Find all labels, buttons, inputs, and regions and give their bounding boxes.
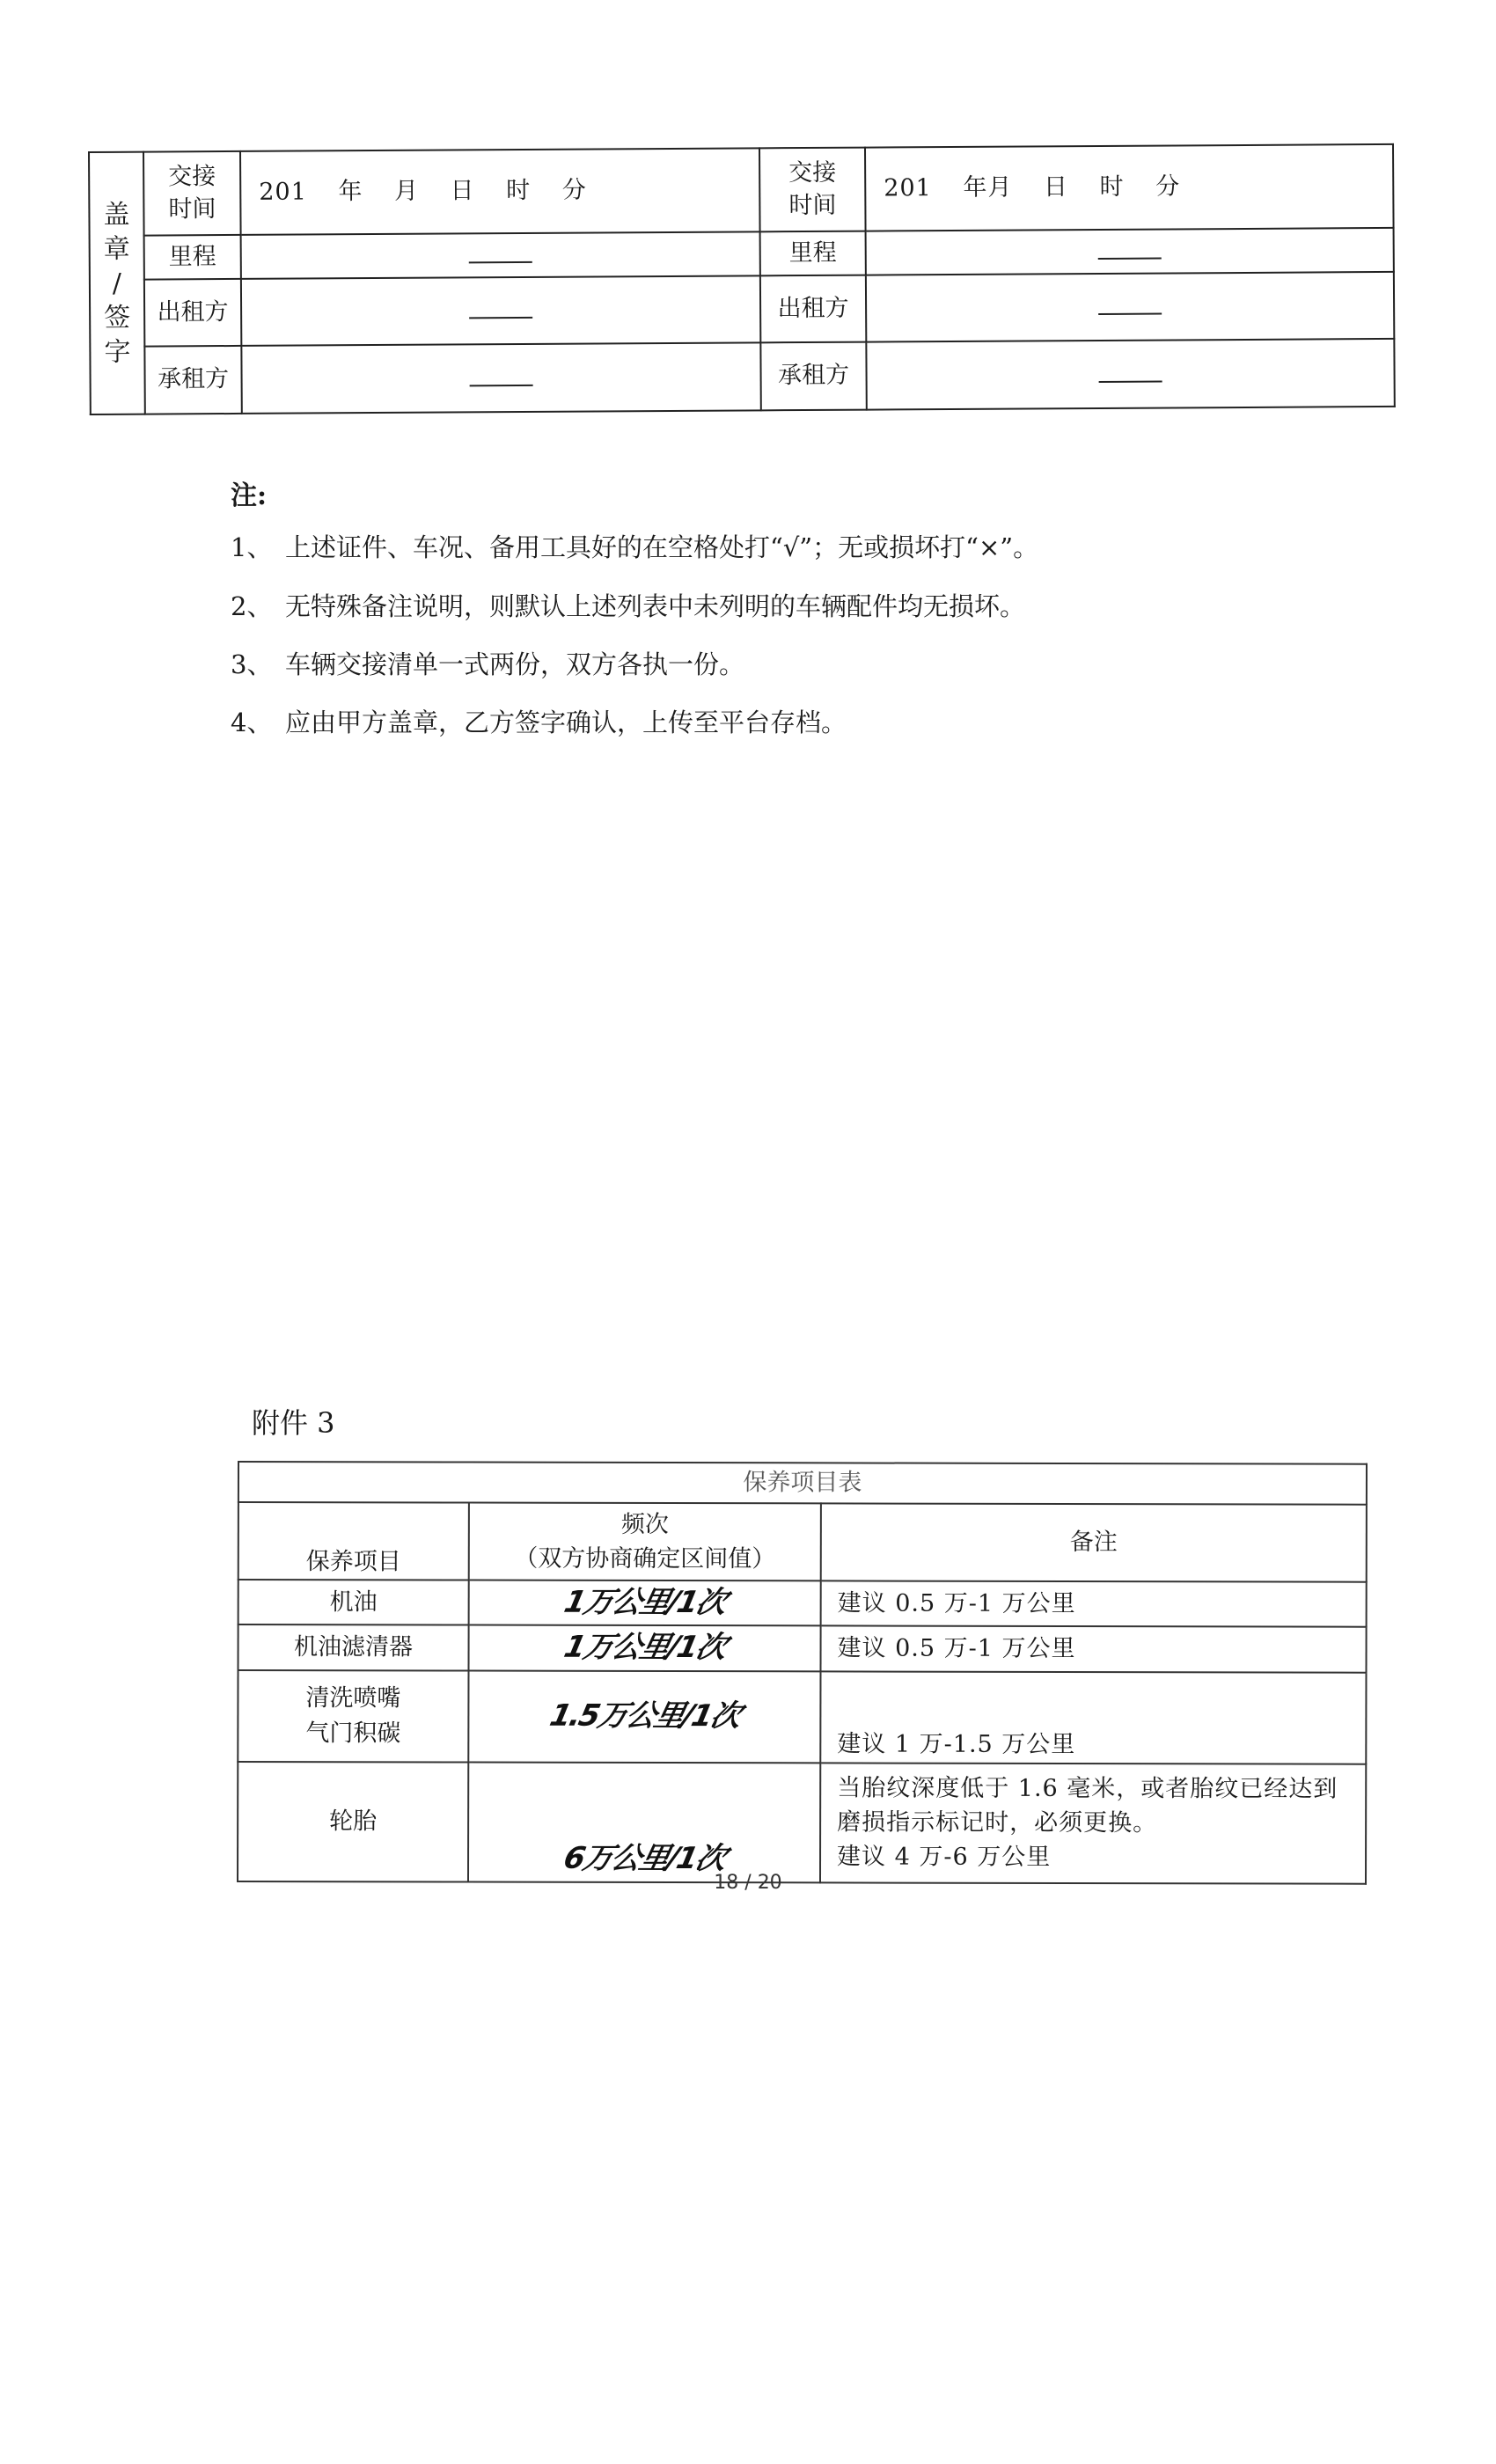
note-item: 3、 车辆交接清单一式两份，双方各执一份。 — [231, 649, 745, 679]
right-lessor-field[interactable] — [866, 272, 1394, 342]
attachment-title: 附件 3 — [252, 1406, 335, 1440]
frequency-cell[interactable] — [469, 1580, 821, 1626]
left-mileage-label: 里程 — [144, 235, 241, 279]
header-frequency: 频次 （双方协商确定区间值） — [469, 1503, 821, 1581]
table-row — [238, 1762, 1366, 1884]
note-item: 2、 无特殊备注说明，则默认上述列表中未列明的车辆配件均无损坏。 — [231, 591, 1026, 621]
note-item: 1、 上述证件、车况、备用工具好的在空格处打“√”；无或损坏打“×”。 — [231, 532, 1039, 562]
right-time-field[interactable]: 201 年月 日 时 分 — [865, 144, 1394, 231]
item-cell: 机油 — [238, 1580, 469, 1625]
left-lessee-label: 承租方 — [144, 346, 241, 414]
right-mileage-field[interactable] — [866, 228, 1394, 275]
item-cell: 清洗喷嘴 气门积碳 — [238, 1670, 468, 1763]
table-caption: 保养项目表 — [238, 1462, 1367, 1505]
header-item: 保养项目 — [238, 1502, 469, 1580]
item-cell: 机油滤清器 — [238, 1624, 469, 1670]
table-row — [238, 1580, 1367, 1627]
left-time-field[interactable]: 201 年 月 日 时 分 — [240, 148, 760, 235]
page-number: 18 / 20 — [714, 1872, 782, 1894]
maintenance-table — [237, 1461, 1368, 1884]
right-mileage-label: 里程 — [760, 231, 866, 275]
left-lessee-field[interactable] — [241, 343, 760, 414]
right-time-label: 交接 时间 — [759, 148, 866, 232]
blank-line — [469, 260, 532, 263]
left-lessor-label: 出租方 — [144, 279, 241, 347]
handwritten-frequency: 1万公里/1次 — [561, 1584, 729, 1621]
blank-line — [1098, 257, 1162, 260]
right-lessee-field[interactable] — [866, 339, 1394, 409]
frequency-cell[interactable] — [468, 1762, 820, 1882]
left-mileage-field[interactable] — [241, 232, 760, 279]
left-time-label: 交接 时间 — [143, 151, 241, 236]
remark-cell: 建议 1 万-1.5 万公里 — [820, 1671, 1366, 1764]
blank-line — [1099, 380, 1162, 383]
blank-line — [1098, 312, 1162, 315]
frequency-cell[interactable] — [468, 1670, 820, 1763]
table-row — [238, 1670, 1366, 1764]
right-lessee-label: 承租方 — [760, 342, 866, 410]
handover-signature-table — [88, 143, 1396, 415]
blank-line — [469, 316, 532, 319]
frequency-cell[interactable] — [469, 1625, 821, 1671]
table-row — [238, 1624, 1367, 1672]
left-lessor-field[interactable] — [241, 275, 760, 346]
handwritten-frequency: 1万公里/1次 — [561, 1630, 729, 1666]
blank-line — [470, 384, 533, 386]
remark-cell: 当胎纹深度低于 1.6 毫米，或者胎纹已经达到 磨损指示标记时，必须更换。 建议 4 万-6 万公里 — [820, 1763, 1366, 1883]
notes-title: 注: — [231, 480, 268, 511]
item-cell: 轮胎 — [238, 1762, 468, 1882]
header-remark: 备注 — [821, 1503, 1367, 1581]
remark-cell: 建议 0.5 万-1 万公里 — [821, 1626, 1367, 1673]
right-lessor-label: 出租方 — [760, 275, 866, 342]
seal-signature-label: 盖 章 / 签 字 — [89, 152, 145, 414]
handwritten-frequency: 6万公里/1次 — [561, 1841, 729, 1877]
remark-cell: 建议 0.5 万-1 万公里 — [821, 1580, 1367, 1627]
note-item: 4、 应由甲方盖章，乙方签字确认，上传至平台存档。 — [231, 708, 847, 737]
handwritten-frequency: 1.5万公里/1次 — [546, 1698, 743, 1734]
